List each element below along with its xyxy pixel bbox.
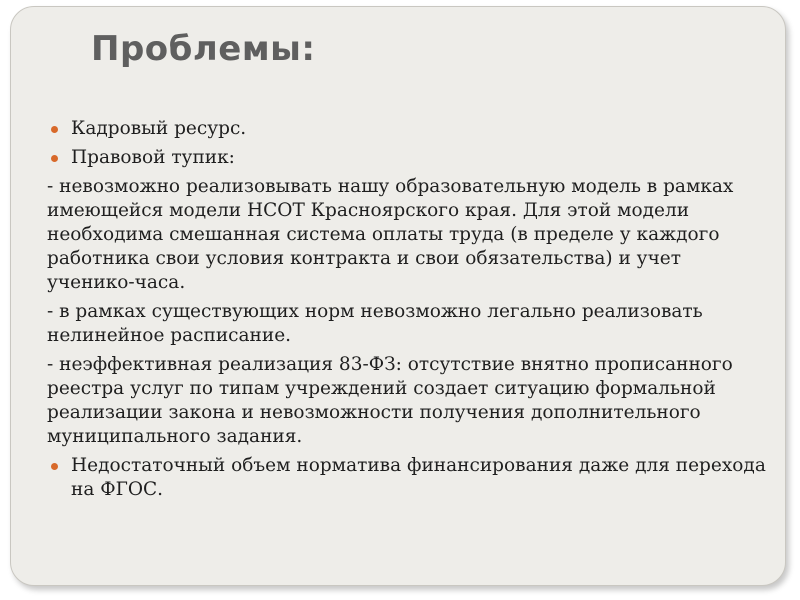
dash-item (47, 175, 767, 295)
bullet-icon (51, 126, 58, 133)
slide (10, 6, 786, 586)
bullet-text: Кадровый ресурс. (71, 118, 247, 139)
bullet-item (47, 146, 767, 170)
bullet-item (47, 117, 767, 141)
bullet-text: Правовой тупик: (71, 147, 235, 168)
dash-text: - в рамках существующих норм невозможно легально реализовать нелинейное расписание. (47, 301, 703, 346)
bullet-text: Недостаточный объем норматива финансирования даже для перехода на ФГОС. (71, 455, 766, 500)
slide-content (47, 117, 767, 507)
bullet-icon (51, 463, 58, 470)
dash-item (47, 353, 767, 449)
dash-text: - невозможно реализовывать нашу образовательную модель в рамках имеющейся модели НСОТ Красноярского края. Для этой модели необходима смешанная система оплаты труда (в пределе у каждого работника свои условия контракта и свои обязательства) и учет ученико-часа. (47, 176, 734, 293)
slide-title: Проблемы: (91, 29, 316, 69)
bullet-icon (51, 155, 58, 162)
dash-text: - неэффективная реализация 83-ФЗ: отсутствие внятно прописанного реестра услуг по типам учреждений создает ситуацию формальной реализации закона и невозможности получения дополнительного муниципального задания. (47, 354, 733, 447)
dash-item (47, 300, 767, 348)
bullet-item (47, 454, 767, 502)
